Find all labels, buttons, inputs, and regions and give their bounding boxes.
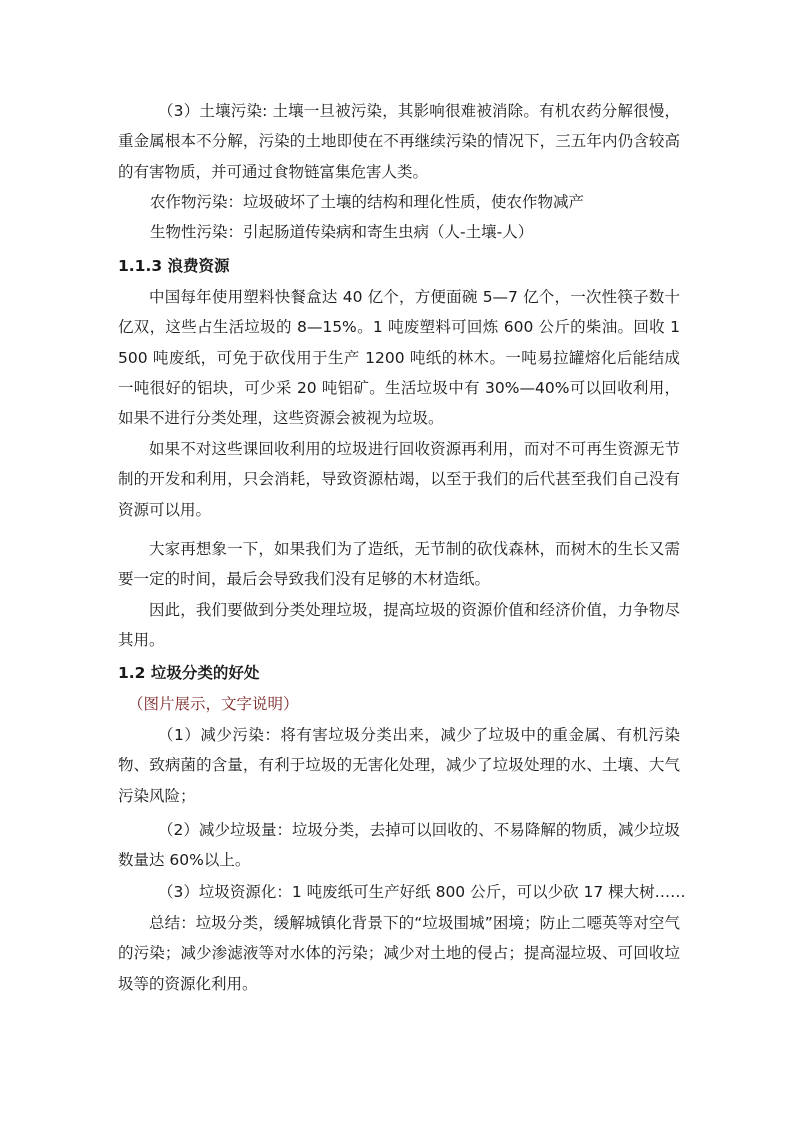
paragraph-summary: 总结：垃圾分类，缓解城镇化背景下的“垃圾围城”困境；防止二噁英等对空气的污染；减少渗滤液等对水体的污染；减少对土地的侵占；提高湿垃圾、可回收垃圾等的资源化利用。 bbox=[118, 914, 680, 993]
paragraph-deforestation: 大家再想象一下，如果我们为了造纸，无节制的砍伐森林，而树木的生长又需要一定的时间，最后会导致我们没有足够的木材造纸。 bbox=[118, 540, 680, 589]
paragraph-reduce-pollution: （1）减少污染：将有害垃圾分类出来，减少了垃圾中的重金属、有机污染物、致病菌的含量，有利于垃圾的无害化处理，减少了垃圾处理的水、土壤、大气污染风险； bbox=[118, 726, 680, 805]
paragraph-resource-recovery: （3）垃圾资源化：1 吨废纸可生产好纸 800 公斤，可以少砍 17 棵大树…… bbox=[158, 883, 686, 901]
paragraph-conclusion-reuse: 因此，我们要做到分类处理垃圾，提高垃圾的资源价值和经济价值，力争物尽其用。 bbox=[118, 601, 680, 650]
note-image-display: （图片展示，文字说明） bbox=[128, 695, 299, 713]
paragraph-biological-pollution: 生物性污染：引起肠道传染病和寄生虫病（人-土壤-人） bbox=[150, 223, 534, 241]
heading-benefits: 1.2 垃圾分类的好处 bbox=[118, 664, 260, 682]
paragraph-resource-statistics: 中国每年使用塑料快餐盒达 40 亿个，方便面碗 5—7 亿个，一次性筷子数十亿双，这些占生活垃圾的 8—15%。1 吨废塑料可回炼 600 公斤的柴油。回收 1500 吨废纸，可免于砍伐用于生产 1200 吨纸的林木。一吨易拉罐熔化后能结成一吨很好的铝块，可少采 20 吨铝矿。生活垃圾中有 30%—40%可以回收利用，如果不进行分类处理，这些资源会被视为垃圾。 bbox=[118, 288, 680, 428]
paragraph-resource-depletion: 如果不对这些课回收利用的垃圾进行回收资源再利用，而对不可再生资源无节制的开发和利用，只会消耗，导致资源枯竭，以至于我们的后代甚至我们自己没有资源可以用。 bbox=[118, 440, 680, 519]
paragraph-crop-pollution: 农作物污染：垃圾破坏了土壤的结构和理化性质，使农作物减产 bbox=[150, 193, 585, 211]
paragraph-reduce-volume: （2）减少垃圾量：垃圾分类，去掉可以回收的、不易降解的物质，减少垃圾数量达 60%以上。 bbox=[118, 821, 680, 870]
paragraph-soil-pollution: （3）土壤污染: 土壤一旦被污染，其影响很难被消除。有机农药分解很慢，重金属根本不分解，污染的土地即使在不再继续污染的情况下，三五年内仍含较高的有害物质，并可通过食物链富集危害人类。 bbox=[118, 102, 680, 181]
heading-waste-resources: 1.1.3 浪费资源 bbox=[118, 257, 230, 275]
